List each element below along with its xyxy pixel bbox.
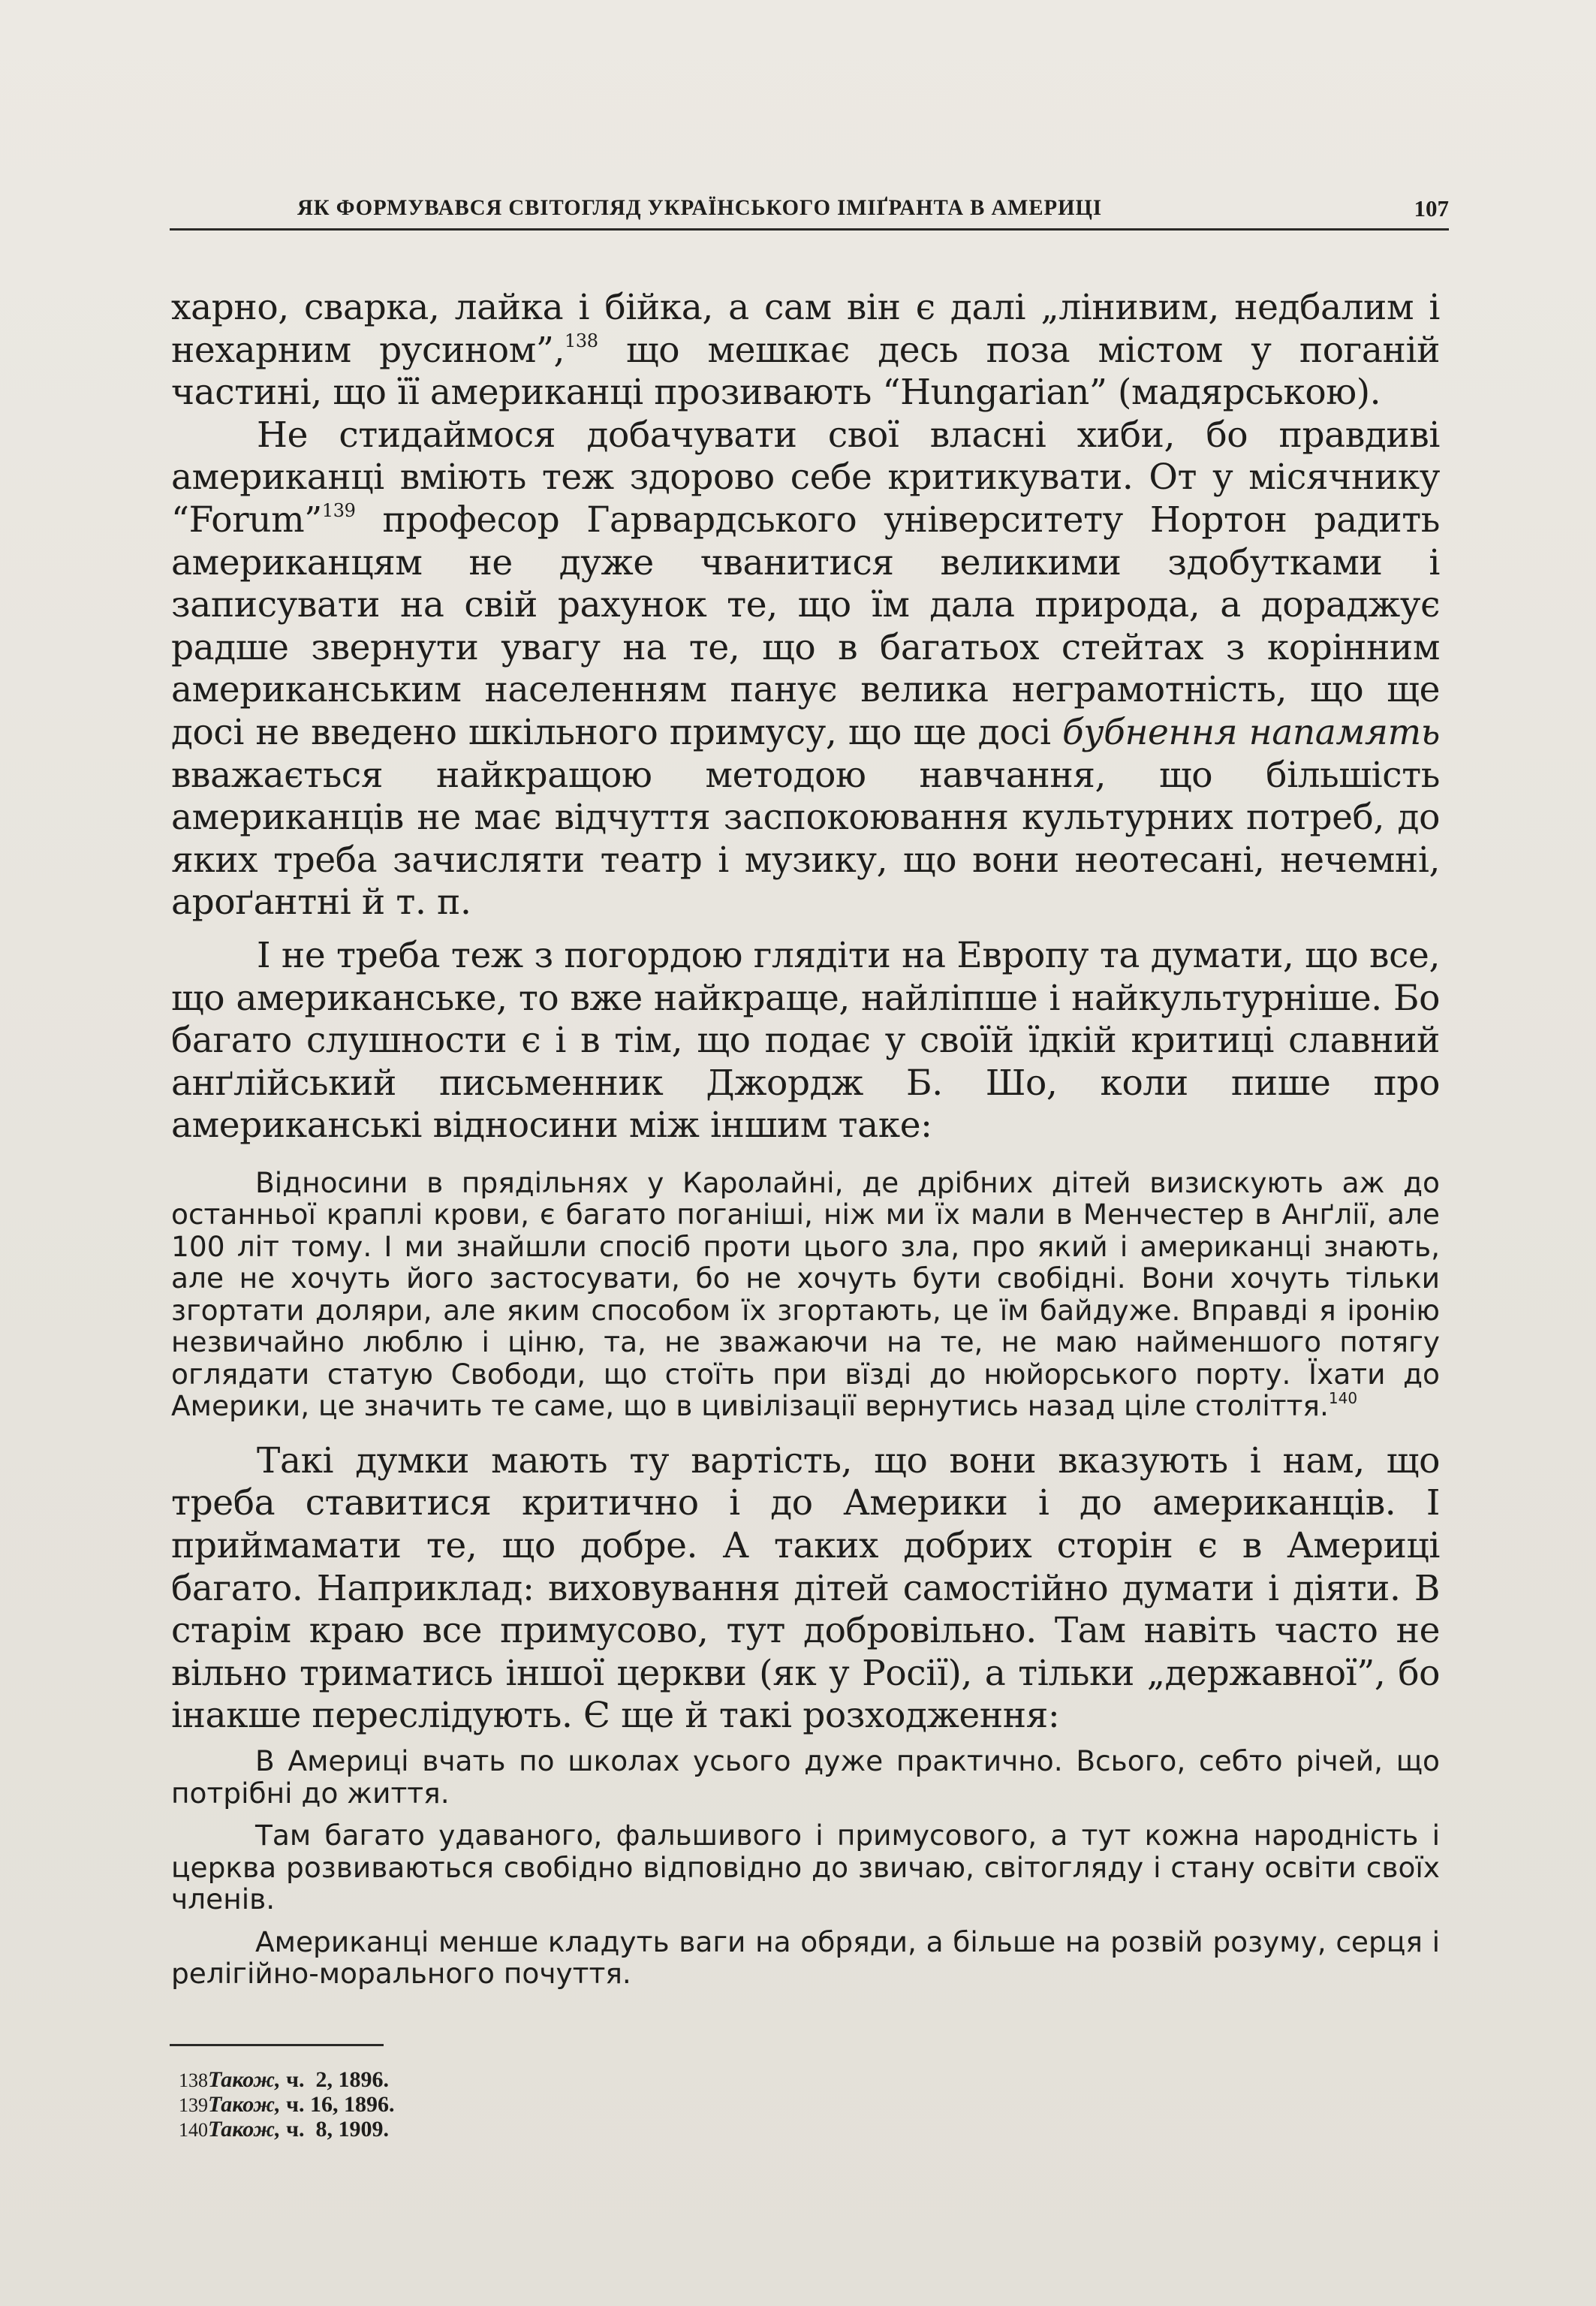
paragraph-3: І не треба теж з погордою глядіти на Европу та думати, що все, що американське, то вже найкраще, найліпше і найкультурніше. Бо багато слушности є і в тім, що подає у своїй їдкій критиці славний анґлійський письменник Джордж Б. Шо, коли пише про американські відносини між іншим таке: [171, 934, 1440, 1147]
footnote-138 [179, 2068, 704, 2093]
list-quote-2: Там багато удаваного, фальшивого і примусового, а тут кожна народність і церква розвиваються свобідно відповідно до звичаю, світогляду і стану освіти своїх членів. [171, 1819, 1440, 1916]
list-quote-3: Американці менше кладуть ваги на обряди, а більше на розвій розуму, серця і релігійно-морального почуття. [171, 1925, 1440, 1991]
paragraph-2-text-b: професор Гарвардського університету Нортон радить американцям не дуже чванитися великими здобутками і записувати на свій рахунок те, що їм дала природа, а дораджує радше звернути увагу на те, що в багатьох стейтах з корінним американським населенням панує велика неграмотність, що ще досі не введено шкільного примусу, що ще досі [171, 499, 1440, 753]
footnote-ref-140: 140 [1328, 1389, 1358, 1408]
paragraph-2-text-a: Не стидаймося добачувати свої власні хиби, бо правдиві американці вміють теж здорово себе критикувати. От у місячнику “Forum” [171, 414, 1440, 541]
footnote-rule [170, 2044, 384, 2046]
footnote-detail: ч. 2, 1896. [280, 2067, 390, 2092]
list-quote-1: В Америці вчать по школах усього дуже практично. Всього, себто річей, що потрібні до життя. [171, 1744, 1440, 1810]
block-quote-shaw-text: Відносини в прядільнях у Каролайні, де дрібних дітей визискують аж до останньої краплі крови, є багато поганіші, ніж ми їх мали в Менчестер в Анґлії, але 100 літ тому. І ми знайшли спосіб проти цього зла, про який і американці знають, але не хочуть його застосувати, бо не хочуть бути свобідні. Вони хочуть тільки згортати доляри, але яким способом їх згортають, це їм байдуже. Вправді я іронію незвичайно люблю і ціню, та, не зважаючи на те, не маю найменшого потягу оглядати статую Свободи, що стоїть при вїзді до нюйорського порту. Їхати до Америки, це значить те саме, що в цивілізації вернутись назад ціле століття. [171, 1165, 1440, 1423]
footnote-detail: ч. 8, 1909. [280, 2117, 390, 2142]
footnote-number: 140 [179, 2119, 208, 2141]
footnote-source: Також, [208, 2117, 281, 2142]
footnote-detail: ч. 16, 1896. [280, 2092, 395, 2117]
page-body [171, 287, 1440, 1990]
footnote-number: 138 [179, 2069, 208, 2091]
block-quote-shaw [171, 1167, 1440, 1422]
footnote-number: 139 [179, 2094, 208, 2116]
running-title: ЯК ФОРМУВАВСЯ СВІТОГЛЯД УКРАЇНСЬКОГО ІМІҐРАНТА В АМЕРИЦІ [297, 195, 1103, 220]
footnotes [179, 2068, 704, 2142]
running-head [170, 194, 1449, 231]
footnote-ref-138: 138 [565, 330, 598, 351]
paragraph-2-text-c: вважається найкращою методою навчання, що більшість американців не має відчуття заспокоювання культурних потреб, до яких треба зачисляти театр і музику, що вони неотесані, нечемні, ароґантні й т. п. [171, 754, 1440, 924]
footnote-139 [179, 2093, 704, 2118]
paragraph-1-text-a: харно, сварка, лайка і бійка, а сам він є далі „лінивим, недбалим і нехарним русином”, [171, 287, 1440, 371]
footnote-140 [179, 2118, 704, 2142]
paragraph-2-italic: бубнення напамять [1062, 711, 1440, 753]
footnote-source: Також, [208, 2067, 281, 2092]
footnote-ref-139: 139 [321, 499, 356, 521]
paragraph-2 [171, 414, 1440, 924]
paragraph-1-text-b: що мешкає десь поза містом у поганій частині, що її американці прозивають “Hungarian” (мадярською). [171, 329, 1440, 414]
paragraph-1 [171, 287, 1440, 414]
page-number: 107 [1414, 195, 1449, 222]
paragraph-4: Такі думки мають ту вартість, що вони вказують і нам, що треба ставитися критично і до Америки і до американців. І приймамати те, що добре. А таких добрих сторін є в Америці багато. Наприклад: виховування дітей самостійно думати і діяти. В старім краю все примусово, тут добровільно. Там навіть часто не вільно триматись іншої церкви (як у Росії), а тільки „державної”, бо інакше переслідують. Є ще й такі розходження: [171, 1439, 1440, 1737]
footnote-source: Також, [208, 2092, 281, 2117]
